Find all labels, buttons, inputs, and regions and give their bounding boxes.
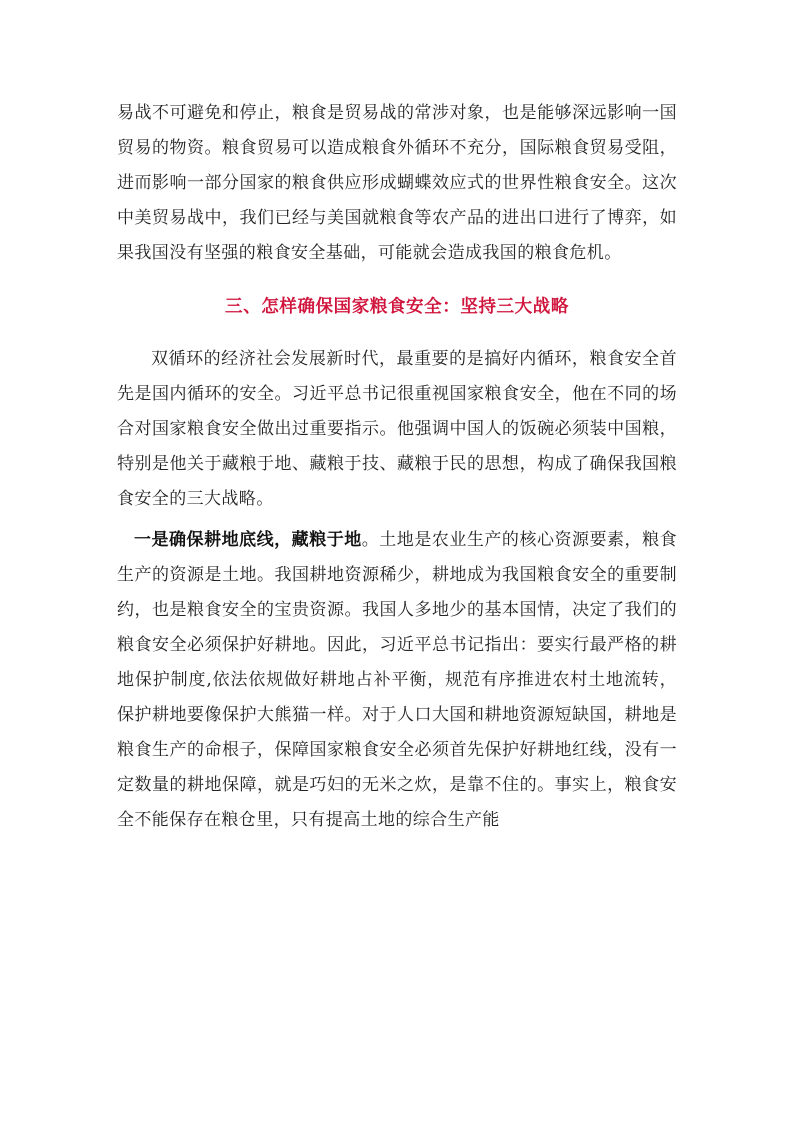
paragraph-trade-war: 易战不可避免和停止，粮食是贸易战的常涉对象，也是能够深远影响一国贸易的物资。粮食贸易可以造成粮食外循环不充分，国际粮食贸易受阻，进而影响一部分国家的粮食供应形成蝴蝶效应式的世界性粮食安全。这次中美贸易战中，我们已经与美国就粮食等农产品的进出口进行了博弈，如果我国没有坚强的粮食安全基础，可能就会造成我国的粮食危机。 [117,103,677,263]
section-heading: 三、怎样确保国家粮食安全：坚持三大战略 [225,297,569,317]
document-page [117,96,677,838]
paragraph-farmland [117,523,677,838]
paragraph-lead-bold: 一是确保耕地底线，藏粮于地 [134,530,362,550]
paragraph-dual-circulation: 双循环的经济社会发展新时代，最重要的是搞好内循环，粮食安全首先是国内循环的安全。习近平总书记很重视国家粮食安全，他在不同的场合对国家粮食安全做出过重要指示。他强调中国人的饭碗必须装中国粮，特别是他关于藏粮于地、藏粮于技、藏粮于民的思想，构成了确保我国粮食安全的三大战略。 [117,349,677,509]
paragraph-farmland-body: 。土地是农业生产的核心资源要素，粮食生产的资源是土地。我国耕地资源稀少，耕地成为我国粮食安全的重要制约，也是粮食安全的宝贵资源。我国人多地少的基本国情，决定了我们的粮食安全必须保护好耕地。因此，习近平总书记指出：要实行最严格的耕地保护制度,依法依规做好耕地占补平衡，规范有序推进农村土地流转，保护耕地要像保护大熊猫一样。对于人口大国和耕地资源短缺国，耕地是粮食生产的命根子，保障国家粮食安全必须首先保护好耕地红线，没有一定数量的耕地保障，就是巧妇的无米之炊，是靠不住的。事实上，粮食安全不能保存在粮仓里，只有提高土地的综合生产能 [117,530,678,830]
